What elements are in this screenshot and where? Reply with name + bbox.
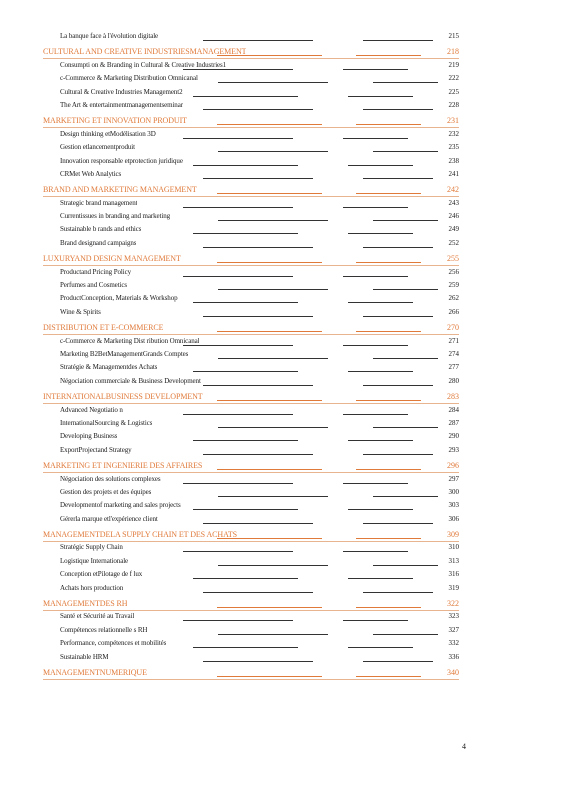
toc-entry[interactable] — [43, 611, 459, 624]
leader-line — [193, 440, 298, 441]
leader-line — [217, 538, 322, 539]
toc-section-title: MANAGEMENTDES RH — [43, 599, 128, 609]
leader-line — [193, 647, 298, 648]
toc-entry-title: InternationalSourcing & Logistics — [60, 418, 153, 427]
toc-section[interactable] — [43, 46, 459, 59]
toc-entry-title: Compétences relationnelle s RH — [60, 625, 148, 634]
leader-line — [363, 454, 433, 455]
toc-page-number: 296 — [447, 461, 459, 471]
table-of-contents — [43, 31, 459, 680]
leader-line — [203, 316, 313, 317]
toc-entry-title: Négociation commerciale & Business Development — [60, 376, 201, 385]
leader-line — [203, 454, 313, 455]
leader-line — [373, 358, 438, 359]
toc-page-number: 215 — [448, 32, 459, 40]
toc-entry-title: ExportProjectand Strategy — [60, 445, 132, 454]
toc-page-number: 238 — [448, 156, 459, 165]
toc-entry[interactable] — [43, 31, 459, 44]
leader-line — [193, 96, 298, 97]
leader-line — [193, 509, 298, 510]
toc-entry[interactable] — [43, 583, 459, 596]
toc-section[interactable] — [43, 253, 459, 266]
toc-section-title: CULTURAL AND CREATIVE INDUSTRIESMANAGEMENT — [43, 47, 247, 57]
leader-line — [183, 69, 293, 70]
toc-page-number: 287 — [448, 418, 459, 427]
leader-line — [193, 233, 298, 234]
leader-line — [348, 165, 413, 166]
leader-line — [363, 385, 433, 386]
leader-line — [363, 40, 433, 41]
toc-entry[interactable] — [43, 336, 459, 349]
leader-line — [363, 592, 433, 593]
toc-entry-title: Santé et Sécurité au Travail — [60, 612, 135, 621]
leader-line — [373, 289, 438, 290]
leader-line — [203, 592, 313, 593]
toc-page-number: 259 — [448, 281, 459, 290]
toc-page-number: 327 — [448, 625, 459, 634]
toc-page-number: 256 — [448, 267, 459, 276]
toc-entry-title: Advanced Negotiatio n — [60, 405, 123, 414]
toc-page-number: 297 — [448, 474, 459, 483]
leader-line — [348, 578, 413, 579]
toc-page-number: 242 — [447, 185, 459, 195]
toc-section-title: DISTRIBUTION ET E-COMMERCE — [43, 323, 164, 333]
leader-line — [343, 483, 408, 484]
leader-line — [217, 400, 322, 401]
toc-page-number: 284 — [448, 405, 459, 414]
leader-line — [348, 302, 413, 303]
toc-entry[interactable] — [43, 238, 459, 251]
leader-line — [203, 661, 313, 662]
leader-line — [218, 565, 328, 566]
toc-section-title: MARKETING ET INGENIERIE DES AFFAIRES — [43, 461, 203, 471]
toc-entry[interactable] — [43, 280, 459, 293]
toc-entry-title: Marketing B2BetManagementGrands Comptes — [60, 349, 189, 358]
leader-line — [343, 620, 408, 621]
toc-entry[interactable] — [43, 405, 459, 418]
leader-line — [343, 276, 408, 277]
leader-line — [203, 109, 313, 110]
toc-entry[interactable] — [43, 156, 459, 169]
toc-entry[interactable] — [43, 542, 459, 555]
toc-entry-title: Gérerla marque etl'expérience client — [60, 514, 158, 523]
toc-entry-title: Gestion etlancementproduit — [60, 143, 135, 152]
toc-entry-title: Strategic brand management — [60, 198, 138, 207]
toc-entry-title: The Art & entertainmentmanagementseminar — [60, 100, 183, 109]
toc-entry[interactable] — [43, 376, 459, 389]
toc-entry-title: CRMet Web Analytics — [60, 169, 122, 178]
toc-entry[interactable] — [43, 445, 459, 458]
toc-entry[interactable] — [43, 349, 459, 362]
toc-page-number: 303 — [448, 501, 459, 510]
toc-entry-title: Logistique Internationale — [60, 556, 129, 565]
section-divider — [43, 679, 459, 680]
toc-section[interactable] — [43, 184, 459, 197]
toc-page-number: 231 — [447, 116, 459, 126]
toc-page-number: 228 — [448, 100, 459, 109]
leader-line — [183, 345, 293, 346]
leader-line — [348, 509, 413, 510]
toc-entry-title: Developing Business — [60, 432, 118, 441]
leader-line — [373, 496, 438, 497]
toc-page-number: 309 — [447, 530, 459, 540]
leader-line — [356, 193, 421, 194]
toc-section-title: INTERNATIONALBUSINESS DEVELOPMENT — [43, 392, 203, 402]
leader-line — [218, 634, 328, 635]
toc-entry-title: Stratégic Supply Chain — [60, 543, 123, 552]
toc-page-number: 252 — [448, 238, 459, 247]
toc-entry[interactable] — [43, 198, 459, 211]
toc-entry-title: Innovation responsable etprotection juridique — [60, 156, 183, 165]
toc-entry[interactable] — [43, 129, 459, 142]
toc-page-number: 271 — [448, 336, 459, 345]
toc-entry-title: Gestion des projets et des équipes — [60, 487, 152, 496]
toc-entry-title: Perfumes and Cosmetics — [60, 281, 128, 290]
toc-entry[interactable] — [43, 418, 459, 431]
toc-page-number: 310 — [448, 543, 459, 552]
leader-line — [363, 523, 433, 524]
toc-page-number: 293 — [448, 445, 459, 454]
leader-line — [218, 427, 328, 428]
toc-section[interactable] — [43, 598, 459, 611]
leader-line — [356, 676, 421, 677]
toc-page-number: 241 — [448, 169, 459, 178]
leader-line — [373, 427, 438, 428]
leader-line — [193, 302, 298, 303]
leader-line — [217, 262, 322, 263]
leader-line — [217, 193, 322, 194]
toc-entry[interactable] — [43, 474, 459, 487]
toc-page-number: 300 — [448, 487, 459, 496]
toc-page-number: 243 — [448, 198, 459, 207]
toc-section-title: BRAND AND MARKETING MANAGEMENT — [43, 185, 197, 195]
toc-page-number: 332 — [448, 639, 459, 648]
toc-page-number: 313 — [448, 556, 459, 565]
toc-entry-title: ProductConception, Materials & Workshop — [60, 294, 178, 303]
toc-entry[interactable] — [43, 487, 459, 500]
leader-line — [203, 247, 313, 248]
toc-entry[interactable] — [43, 307, 459, 320]
toc-entry-title: Sustainable HRM — [60, 652, 109, 661]
toc-page-number: 283 — [447, 392, 459, 402]
leader-line — [183, 138, 293, 139]
leader-line — [193, 165, 298, 166]
toc-entry[interactable] — [43, 100, 459, 113]
leader-line — [348, 440, 413, 441]
toc-entry-title: Cultural & Creative Industries Management2 — [60, 87, 183, 96]
toc-entry[interactable] — [43, 500, 459, 513]
leader-line — [203, 178, 313, 179]
leader-line — [356, 124, 421, 125]
toc-page-number: 323 — [448, 612, 459, 621]
toc-section[interactable] — [43, 391, 459, 404]
toc-entry-title: Conception etPilotage de f lux — [60, 570, 143, 579]
toc-entry-title: Stratégie & Managementdes Achats — [60, 363, 158, 372]
toc-page-number: 255 — [447, 254, 459, 264]
leader-line — [183, 414, 293, 415]
leader-line — [217, 607, 322, 608]
leader-line — [363, 247, 433, 248]
toc-entry[interactable] — [43, 267, 459, 280]
toc-entry-title: Performance, compétences et mobilités — [60, 639, 167, 648]
toc-page-number: 219 — [448, 60, 459, 69]
leader-line — [203, 385, 313, 386]
toc-page-number: 270 — [447, 323, 459, 333]
leader-line — [348, 371, 413, 372]
leader-line — [203, 40, 313, 41]
toc-page-number: 306 — [448, 514, 459, 523]
leader-line — [348, 233, 413, 234]
leader-line — [363, 661, 433, 662]
leader-line — [343, 414, 408, 415]
leader-line — [373, 565, 438, 566]
leader-line — [218, 82, 328, 83]
leader-line — [356, 331, 421, 332]
leader-line — [203, 523, 313, 524]
toc-page-number: 218 — [447, 47, 459, 57]
leader-line — [356, 262, 421, 263]
toc-entry-title: Consumpti on & Branding in Cultural & Creative Industries1 — [60, 60, 227, 69]
toc-section-title: LUXURYAND DESIGN MANAGEMENT — [43, 254, 181, 264]
leader-line — [373, 220, 438, 221]
toc-entry-title: c-Commerce & Marketing Dist ribution Omnicanal — [60, 336, 200, 345]
toc-section[interactable] — [43, 322, 459, 335]
toc-page-number: 336 — [448, 652, 459, 661]
toc-page-number: 290 — [448, 432, 459, 441]
toc-section-title: MANAGEMENTDELA SUPPLY CHAIN ET DES ACHATS — [43, 530, 238, 540]
toc-entry[interactable] — [43, 224, 459, 237]
toc-entry-title: Productand Pricing Policy — [60, 267, 131, 276]
leader-line — [343, 69, 408, 70]
leader-line — [217, 124, 322, 125]
toc-page-number: 225 — [448, 87, 459, 96]
page-number: 4 — [462, 742, 466, 751]
toc-section[interactable] — [43, 115, 459, 128]
toc-entry-title: Design thinking etModélisation 3D — [60, 129, 156, 138]
toc-page-number: 262 — [448, 294, 459, 303]
leader-line — [356, 469, 421, 470]
leader-line — [356, 607, 421, 608]
leader-line — [343, 207, 408, 208]
leader-line — [343, 551, 408, 552]
leader-line — [217, 676, 322, 677]
toc-page-number: 340 — [447, 667, 459, 677]
leader-line — [363, 109, 433, 110]
toc-entry[interactable] — [43, 556, 459, 569]
toc-entry[interactable] — [43, 569, 459, 582]
leader-line — [183, 483, 293, 484]
leader-line — [193, 371, 298, 372]
leader-line — [343, 345, 408, 346]
toc-page-number: 266 — [448, 307, 459, 316]
leader-line — [363, 316, 433, 317]
toc-entry-title: La banque face à l'évolution digitale — [60, 32, 159, 40]
leader-line — [193, 578, 298, 579]
toc-entry[interactable] — [43, 73, 459, 86]
toc-entry-title: c-Commerce & Marketing Distribution Omnicanal — [60, 74, 198, 83]
leader-line — [183, 620, 293, 621]
leader-line — [373, 82, 438, 83]
leader-line — [217, 331, 322, 332]
toc-entry[interactable] — [43, 431, 459, 444]
toc-entry-title: Négociation des solutions complexes — [60, 474, 161, 483]
toc-entry[interactable] — [43, 293, 459, 306]
toc-entry-title: Wine & Spirits — [60, 307, 101, 316]
leader-line — [183, 551, 293, 552]
toc-entry-title: Brand designand campaigns — [60, 238, 137, 247]
toc-section[interactable] — [43, 667, 459, 680]
toc-section-title: MANAGEMENTNUMERIQUE — [43, 667, 147, 677]
leader-line — [183, 276, 293, 277]
leader-line — [356, 55, 421, 56]
toc-entry[interactable] — [43, 652, 459, 665]
toc-page-number: 322 — [447, 599, 459, 609]
leader-line — [373, 151, 438, 152]
toc-page-number: 222 — [448, 74, 459, 83]
toc-section[interactable] — [43, 529, 459, 542]
leader-line — [218, 289, 328, 290]
toc-entry[interactable] — [43, 60, 459, 73]
toc-page-number: 249 — [448, 225, 459, 234]
toc-page-number: 277 — [448, 363, 459, 372]
toc-page-number: 274 — [448, 349, 459, 358]
toc-section[interactable] — [43, 460, 459, 473]
leader-line — [348, 96, 413, 97]
toc-entry[interactable] — [43, 211, 459, 224]
toc-entry[interactable] — [43, 362, 459, 375]
toc-entry[interactable] — [43, 514, 459, 527]
toc-entry[interactable] — [43, 625, 459, 638]
toc-section-title: MARKETING ET INNOVATION PRODUIT — [43, 116, 187, 126]
leader-line — [218, 151, 328, 152]
toc-page-number: 235 — [448, 143, 459, 152]
toc-entry-title: Achats hors production — [60, 583, 124, 592]
leader-line — [218, 496, 328, 497]
leader-line — [348, 647, 413, 648]
toc-page-number: 232 — [448, 129, 459, 138]
toc-page-number: 319 — [448, 583, 459, 592]
leader-line — [218, 358, 328, 359]
toc-entry[interactable] — [43, 87, 459, 100]
leader-line — [363, 178, 433, 179]
toc-entry[interactable] — [43, 169, 459, 182]
toc-entry-title: Developmentof marketing and sales projects — [60, 501, 181, 510]
leader-line — [373, 634, 438, 635]
toc-entry[interactable] — [43, 638, 459, 651]
leader-line — [356, 538, 421, 539]
toc-entry-title: Currentissues in branding and marketing — [60, 212, 171, 221]
toc-page-number: 316 — [448, 570, 459, 579]
toc-entry[interactable] — [43, 142, 459, 155]
toc-page-number: 280 — [448, 376, 459, 385]
leader-line — [217, 55, 322, 56]
leader-line — [356, 400, 421, 401]
leader-line — [217, 469, 322, 470]
leader-line — [343, 138, 408, 139]
toc-entry-title: Sustainable b rands and ethics — [60, 225, 142, 234]
leader-line — [218, 220, 328, 221]
leader-line — [183, 207, 293, 208]
toc-page-number: 246 — [448, 212, 459, 221]
